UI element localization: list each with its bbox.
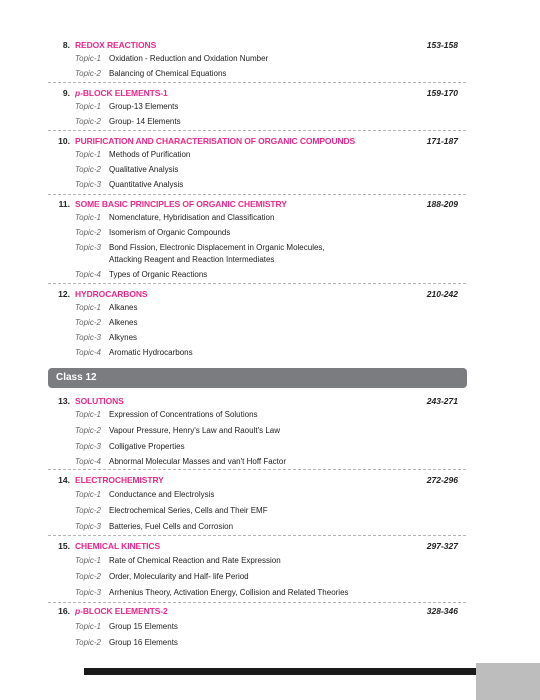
topic-label: Topic-2 — [75, 506, 101, 515]
chapter-page-range: 243-271 — [426, 396, 458, 406]
topic-label: Topic-1 — [75, 303, 101, 312]
chapter-title[interactable]: ELECTROCHEMISTRY — [75, 475, 164, 485]
topic-label: Topic-2 — [75, 117, 101, 126]
italic-p: p — [75, 606, 81, 616]
chapter-title[interactable]: CHEMICAL KINETICS — [75, 541, 161, 551]
topic-label: Topic-2 — [75, 228, 101, 237]
topic-label: Topic-2 — [75, 165, 101, 174]
topic-title: Isomerism of Organic Compounds — [109, 228, 231, 237]
topic-title: Qualitative Analysis — [109, 165, 179, 174]
class-12-heading — [48, 368, 467, 388]
topic-title: Oxidation - Reduction and Oxidation Number — [109, 54, 269, 63]
topic-title: Abnormal Molecular Masses and van't Hoff Factor — [109, 457, 287, 466]
chapter-page-range: 328-346 — [426, 606, 458, 616]
topic-label: Topic-4 — [75, 457, 101, 466]
chapter-number: 12. — [58, 289, 70, 299]
topic-title-continued: Attacking Reagent and Reaction Intermediates — [109, 255, 275, 264]
topic-title: Vapour Pressure, Henry's Law and Raoult's Law — [109, 426, 280, 435]
topic-label: Topic-2 — [75, 426, 101, 435]
topic-label: Topic-1 — [75, 213, 101, 222]
topic-label: Topic-3 — [75, 333, 101, 342]
chapter-page-range: 188-209 — [426, 199, 458, 209]
topic-title: Methods of Purification — [109, 150, 191, 159]
chapter-10 — [48, 134, 466, 195]
topic-title: Alkynes — [109, 333, 138, 342]
topic-title: Arrhenius Theory, Activation Energy, Collision and Related Theories — [109, 588, 349, 597]
footer-bar — [84, 668, 521, 675]
topic-label: Topic-2 — [75, 318, 101, 327]
topic-title: Types of Organic Reactions — [109, 270, 208, 279]
topic-label: Topic-1 — [75, 150, 101, 159]
chapter-header — [48, 38, 466, 52]
chapter-page-range: 171-187 — [426, 136, 458, 146]
topic-title: Alkenes — [109, 318, 138, 327]
chapter-page-range: 272-296 — [426, 475, 458, 485]
chapter-title[interactable]: SOLUTIONS — [75, 396, 124, 406]
chapter-header — [48, 86, 466, 100]
topic-title: Expression of Concentrations of Solutions — [109, 410, 258, 419]
topic-title: Conductance and Electrolysis — [109, 490, 215, 499]
chapter-number: 15. — [58, 541, 70, 551]
chapter-16 — [48, 604, 466, 650]
chapter-15 — [48, 539, 466, 603]
chapter-page-range: 153-158 — [426, 40, 458, 50]
topic-label: Topic-3 — [75, 588, 101, 597]
italic-p: p — [75, 88, 81, 98]
chapter-8 — [48, 38, 466, 83]
topic-label: Topic-3 — [75, 442, 101, 451]
chapter-11 — [48, 197, 466, 284]
chapter-title[interactable]: SOME BASIC PRINCIPLES OF ORGANIC CHEMISTRY — [75, 199, 287, 209]
topic-title: Colligative Properties — [109, 442, 185, 451]
topic-title: Group- 14 Elements — [109, 117, 181, 126]
chapter-title[interactable]: p-BLOCK ELEMENTS-1 — [75, 88, 168, 98]
chapter-title[interactable]: PURIFICATION AND CHARACTERISATION OF ORGANIC COMPOUNDS — [75, 136, 356, 146]
chapter-page-range: 210-242 — [426, 289, 458, 299]
chapter-number: 11. — [58, 199, 70, 209]
topic-title: Order, Molecularity and Half- life Period — [109, 572, 249, 581]
page-corner-tab — [476, 663, 540, 700]
chapter-13 — [48, 394, 466, 470]
topic-title: Aromatic Hydrocarbons — [109, 348, 193, 357]
topic-label: Topic-1 — [75, 622, 101, 631]
chapter-number: 10. — [58, 136, 70, 146]
topic-title: Quantitative Analysis — [109, 180, 184, 189]
chapter-9 — [48, 86, 466, 131]
topic-title: Batteries, Fuel Cells and Corrosion — [109, 522, 234, 531]
topic-label: Topic-1 — [75, 410, 101, 419]
chapter-page-range: 159-170 — [426, 88, 458, 98]
topic-label: Topic-2 — [75, 572, 101, 581]
topic-label: Topic-1 — [75, 102, 101, 111]
chapter-header — [48, 604, 466, 618]
topic-title: Nomenclature, Hybridisation and Classification — [109, 213, 275, 222]
chapter-header — [48, 134, 466, 148]
topic-label: Topic-4 — [75, 348, 101, 357]
chapter-header — [48, 473, 466, 487]
chapter-number: 14. — [58, 475, 70, 485]
topic-label: Topic-1 — [75, 54, 101, 63]
chapter-number: 13. — [58, 396, 70, 406]
chapter-title[interactable]: REDOX REACTIONS — [75, 40, 157, 50]
topic-title: Bond Fission, Electronic Displacement in Organic Molecules, — [109, 243, 325, 252]
topic-title: Balancing of Chemical Equations — [109, 69, 227, 78]
topic-title: Rate of Chemical Reaction and Rate Expression — [109, 556, 281, 565]
topic-label: Topic-4 — [75, 270, 101, 279]
chapter-header — [48, 197, 466, 211]
topic-title: Electrochemical Series, Cells and Their EMF — [109, 506, 268, 515]
topic-label: Topic-1 — [75, 490, 101, 499]
topic-label: Topic-1 — [75, 556, 101, 565]
chapter-number: 16. — [58, 606, 70, 616]
chapter-title[interactable]: HYDROCARBONS — [75, 289, 148, 299]
chapter-12 — [48, 287, 466, 361]
topic-label: Topic-2 — [75, 69, 101, 78]
chapter-14 — [48, 473, 466, 536]
topic-title: Group 15 Elements — [109, 622, 178, 631]
topic-label: Topic-3 — [75, 243, 101, 252]
topic-title: Group 16 Elements — [109, 638, 178, 647]
topic-label: Topic-3 — [75, 180, 101, 189]
topic-label: Topic-2 — [75, 638, 101, 647]
class-heading-text: Class 12 — [56, 372, 97, 383]
topic-title: Group-13 Elements — [109, 102, 179, 111]
chapter-header — [48, 539, 466, 553]
chapter-number: 9. — [62, 88, 70, 98]
chapter-header — [48, 287, 466, 301]
chapter-title[interactable]: p-BLOCK ELEMENTS-2 — [75, 606, 168, 616]
chapter-number: 8. — [62, 40, 70, 50]
topic-title: Alkanes — [109, 303, 138, 312]
chapter-header — [48, 394, 466, 408]
topic-label: Topic-3 — [75, 522, 101, 531]
chapter-page-range: 297-327 — [426, 541, 458, 551]
